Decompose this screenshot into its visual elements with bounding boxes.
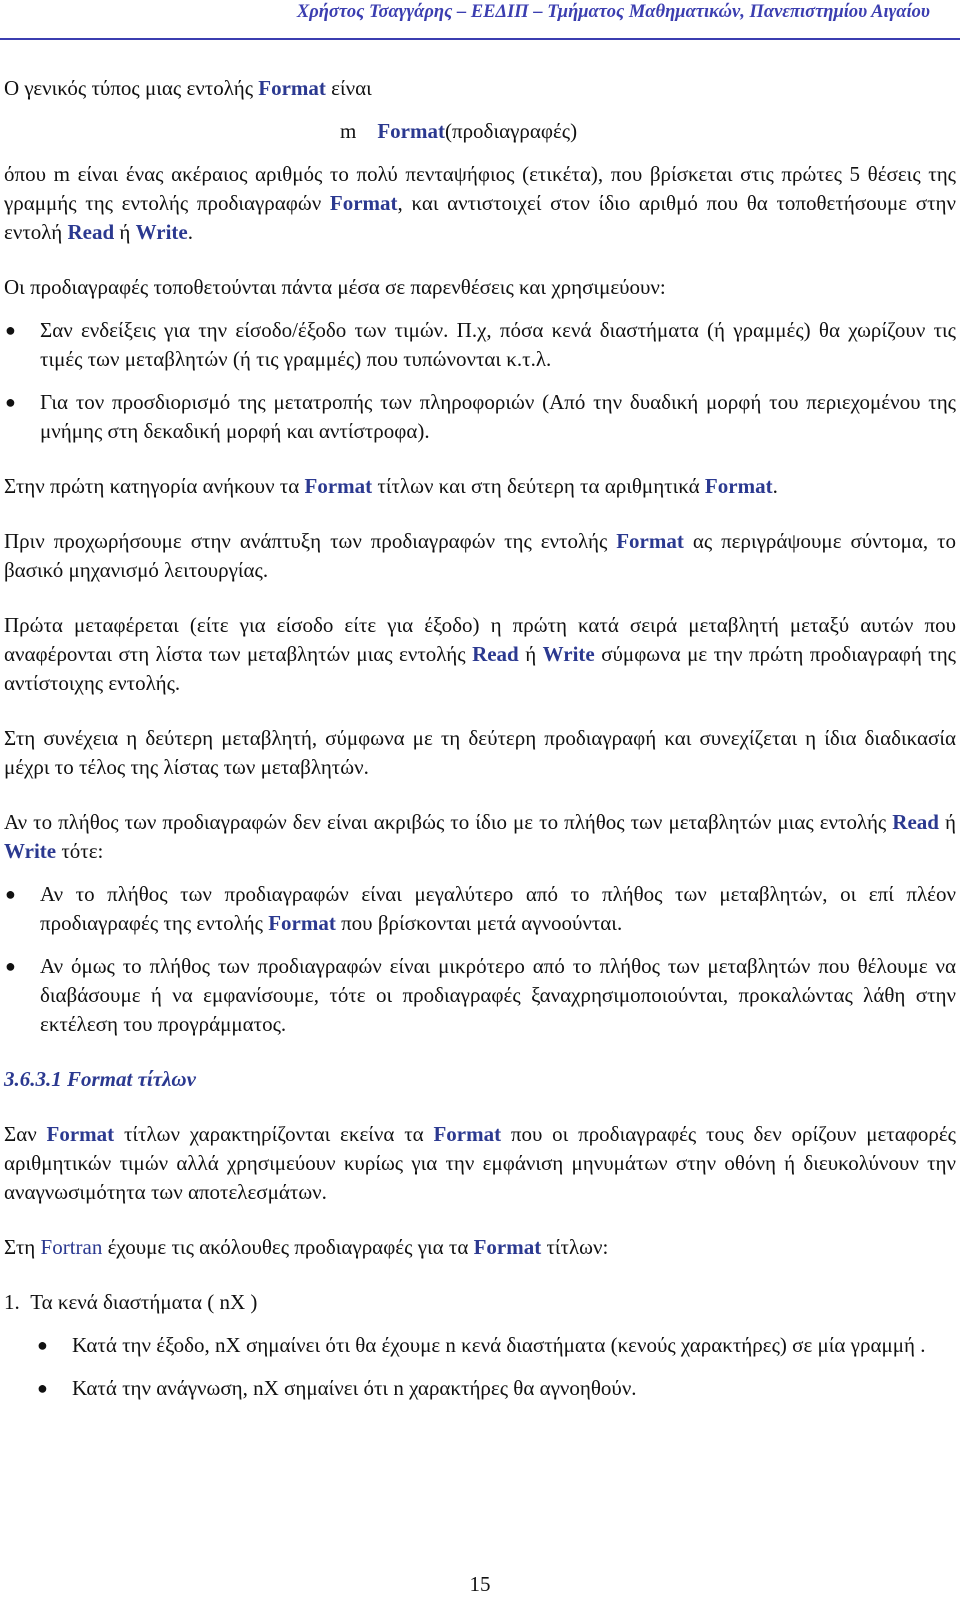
numbered-list-item: 1. Τα κενά διαστήματα ( nX ): [4, 1290, 258, 1314]
bullet-dot: ●: [5, 884, 16, 904]
bullet-dot: ●: [5, 392, 16, 412]
paragraph-mechanism-intro: Πριν προχωρήσουμε στην ανάπτυξη των προδιαγραφών της εντολής Format ας περιγράψουμε σύντομα, το βασικό μηχανισμό λειτουργίας.: [4, 529, 956, 582]
bullet-item: ● Για τον προσδιορισμό της μετατροπής των πληροφοριών (Από την δυαδική μορφή του περιεχομένου της μνήμης στη δεκαδική μορφή και αντίστροφα).: [5, 390, 956, 443]
bullet-dot: ●: [37, 1378, 48, 1398]
bullet-item: ● Σαν ενδείξεις για την είσοδο/έξοδο των τιμών. Π.χ, πόσα κενά διαστήματα (ή γραμμές) θα χωρίζουν τις τιμές των μεταβλητών (ή τις γραμμές) που τυπώνονται κ.τ.λ.: [5, 318, 956, 371]
header-text: Χρήστος Τσαγγάρης – ΕΕΔΙΠ – Τμήματος Μαθηματικών, Πανεπιστημίου Αιγαίου: [296, 2, 930, 22]
paragraph-title-formats: Σαν Format τίτλων χαρακτηρίζονται εκείνα τα Format που οι προδιαγραφές τους δεν ορίζουν μεταφορές αριθμητικών τιμών αλλά χρησιμεύουν κυρίως για την εμφάνιση μηνυμάτων στην οθόνη ή διευκολύνουν την αναγνωσιμότητα των αποτελεσμάτων.: [4, 1122, 956, 1204]
bullet-item: ● Αν όμως το πλήθος των προδιαγραφών είναι μικρότερο από το πλήθος των μεταβλητών που θέλουμε να διαβάσουμε ή να εμφανίσουμε, τότε οι προδιαγραφές ξαναχρησιμοποιούνται, προκαλώντας λάθη στην εκτέλεση του προγράμματος.: [5, 954, 956, 1036]
paragraph-first-variable: Πρώτα μεταφέρεται (είτε για είσοδο είτε για έξοδο) η πρώτη κατά σειρά μεταβλητή μεταξύ αυτών που αναφέρονται στη λίστα των μεταβλητών μιας εντολής Read ή Write σύμφωνα με την πρώτη προδιαγραφή της αντίστοιχης εντολής.: [4, 613, 957, 695]
page-header: [0, 0, 960, 40]
bullet-dot: ●: [37, 1335, 48, 1355]
bullet-dot: ●: [5, 320, 16, 340]
paragraph-mismatch: Αν το πλήθος των προδιαγραφών δεν είναι ακριβώς το ίδιο με το πλήθος των μεταβλητών μιας εντολής Read ή Write τότε:: [4, 810, 956, 863]
bullet-item: ● Αν το πλήθος των προδιαγραφών είναι μεγαλύτερο από το πλήθος των μεταβλητών, οι επί πλέον προδιαγραφές της εντολής Format που βρίσκονται μετά αγνοούνται.: [5, 882, 956, 935]
bullet-item: ● Κατά την έξοδο, nX σημαίνει ότι θα έχουμε n κενά διαστήματα (κενούς χαρακτήρες) σε μία γραμμή .: [4, 1331, 956, 1360]
paragraph-categories: Στην πρώτη κατηγορία ανήκουν τα Format τίτλων και στη δεύτερη τα αριθμητικά Format.: [4, 474, 778, 498]
paragraph-second-variable: Στη συνέχεια η δεύτερη μεταβλητή, σύμφωνα με τη δεύτερη προδιαγραφή και συνεχίζεται η ίδια διαδικασία μέχρι το τέλος της λίστας των μεταβλητών.: [4, 726, 956, 779]
paragraph-general-form: Ο γενικός τύπος μιας εντολής Format είναι: [4, 76, 372, 100]
bullet-item: ● Κατά την ανάγνωση, nX σημαίνει ότι n χαρακτήρες θα αγνοηθούν.: [4, 1374, 956, 1403]
header-rule: [0, 38, 960, 40]
paragraph-label-description: όπου m είναι ένας ακέραιος αριθμός το πολύ πενταψήφιος (ετικέτα), που βρίσκεται στις πρώτες 5 θέσεις της γραμμής της εντολής προδιαγραφών Format, και αντιστοιχεί στον ίδιο αριθμό που θα τοποθετήσουμε στην εντολή Read ή Write.: [4, 162, 956, 244]
paragraph-fortran-specs: Στη Fortran έχουμε τις ακόλουθες προδιαγραφές για τα Format τίτλων:: [4, 1235, 609, 1259]
page-number: 15: [469, 1572, 491, 1596]
section-heading: 3.6.3.1 Format τίτλων: [4, 1067, 196, 1091]
paragraph-specs-intro: Οι προδιαγραφές τοποθετούνται πάντα μέσα σε παρενθέσεις και χρησιμεύουν:: [4, 275, 666, 299]
format-formula: m Format(προδιαγραφές): [340, 119, 578, 143]
document-body: [4, 74, 956, 1403]
bullet-dot: ●: [5, 956, 16, 976]
